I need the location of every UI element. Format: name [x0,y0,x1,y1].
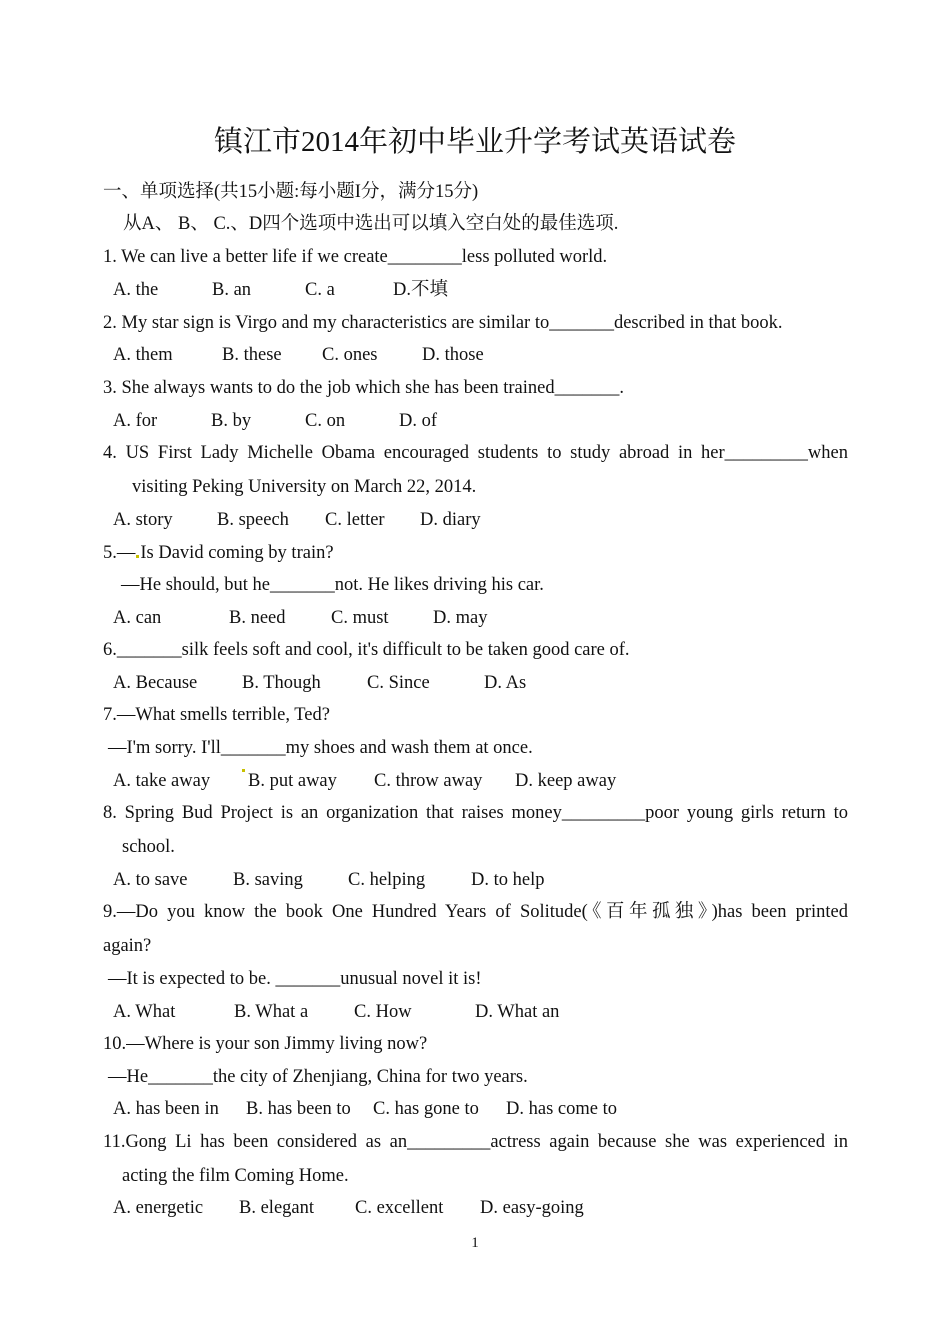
question-11-stem-continued: acting the film Coming Home. [122,1166,349,1186]
question-5-stem [103,541,848,565]
option-b: B. saving [233,870,303,890]
option-b: B. an [212,280,252,300]
option-a: A. can [113,608,162,628]
option-b: B. put away [248,771,337,791]
question-11-stem: 11.Gong Li has been considered as an_________actress again because she was experienced in [103,1132,848,1152]
option-a: A. story [113,510,173,530]
option-c: C. excellent [355,1198,444,1218]
option-c: C. Since [367,673,430,693]
option-a: A. the [113,280,159,300]
question-9-stem-continued: again? [103,936,152,956]
option-a: A. has been in [113,1099,219,1119]
question-5-reply: —He should, but he_______not. He likes driving his car. [121,575,544,595]
question-9-stem: 9.—Do you know the book One Hundred Years of Solitude(《百年孤独》)has been printed [103,902,848,922]
question-7-reply: —I'm sorry. I'll_______my shoes and wash them at once. [108,738,533,758]
option-c: C. throw away [374,771,483,791]
section-heading: 一、单项选择(共15小题:每小题I分，满分15分) [103,182,479,202]
question-5-dash: 5.— [103,543,136,563]
highlight-mark [242,769,245,772]
option-a: A. them [113,345,173,365]
question-5-text: Is David coming by train? [140,543,334,563]
option-a: A. to save [113,870,188,890]
section-instruction: 从A、 B、 C.、D四个选项中选出可以填入空白处的最佳选项. [123,214,619,234]
question-10-stem: 10.—Where is your son Jimmy living now? [103,1034,428,1054]
option-c: C. helping [348,870,426,890]
option-d: D. may [433,608,488,628]
question-2-stem: 2. My star sign is Virgo and my characteristics are similar to_______described in that book. [103,313,783,333]
option-d: D. What an [475,1002,560,1022]
option-d: D. easy-going [480,1198,584,1218]
question-4-stem-continued: visiting Peking University on March 22, 2014. [132,477,477,497]
option-d: D. to help [471,870,545,890]
option-c: C. letter [325,510,385,530]
option-d: D. As [484,673,527,693]
option-c: C. has gone to [373,1099,479,1119]
option-b: B. Though [242,673,321,693]
question-10-reply: —He_______the city of Zhenjiang, China for two years. [108,1067,528,1087]
option-b: B. has been to [246,1099,351,1119]
option-b: B. need [229,608,286,628]
page-title: 镇江市2014年初中毕业升学考试英语试卷 [213,126,736,158]
option-c: C. a [305,280,335,300]
option-d: D. has come to [506,1099,617,1119]
option-c: C. on [305,411,346,431]
option-c: C. ones [322,345,378,365]
question-3-stem: 3. She always wants to do the job which she has been trained_______. [103,378,624,398]
question-8-stem: 8. Spring Bud Project is an organization that raises money_________poor young girls return to [103,803,848,823]
option-c: C. must [331,608,389,628]
question-4-stem: 4. US First Lady Michelle Obama encouraged students to study abroad in her_________when [103,443,848,463]
option-b: B. elegant [239,1198,315,1218]
option-a: A. take away [113,771,211,791]
option-b: B. by [211,411,252,431]
question-8-stem-continued: school. [122,837,175,857]
option-c: C. How [354,1002,412,1022]
option-a: A. Because [113,673,198,693]
option-b: B. these [222,345,282,365]
option-d: D. those [422,345,484,365]
question-9-reply: —It is expected to be. _______unusual novel it is! [108,969,482,989]
option-d: D. keep away [515,771,617,791]
highlight-mark [136,555,139,558]
option-a: A. What [113,1002,176,1022]
question-7-stem: 7.—What smells terrible, Ted? [103,705,330,725]
question-1-stem: 1. We can live a better life if we create________less polluted world. [103,247,608,267]
page-number: 1 [471,1235,479,1251]
option-b: B. What a [234,1002,309,1022]
question-6-stem: 6._______silk feels soft and cool, it's difficult to be taken good care of. [103,640,630,660]
option-b: B. speech [217,510,289,530]
option-a: A. for [113,411,158,431]
option-d: D.不填 [393,280,448,300]
option-d: D. of [399,411,438,431]
option-d: D. diary [420,510,481,530]
option-a: A. energetic [113,1198,204,1218]
